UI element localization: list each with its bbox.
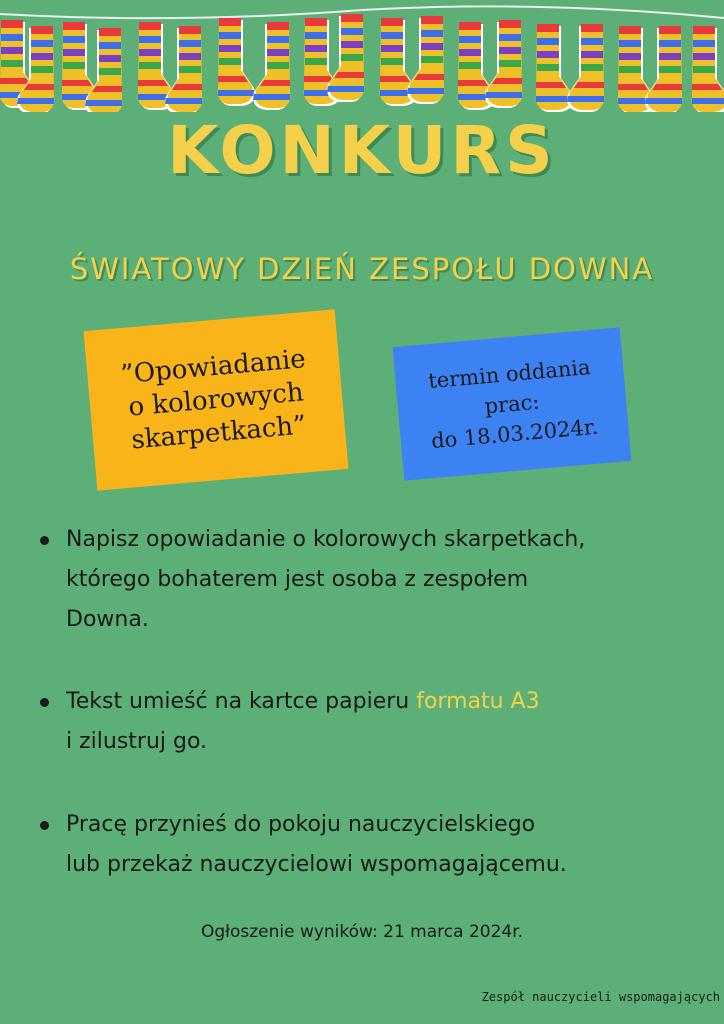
rule-text: Tekst umieść na kartce papieru [66, 689, 417, 714]
format-highlight: formatu A3 [416, 689, 540, 714]
page-title: KONKURS [167, 112, 557, 189]
rule-item [36, 805, 567, 885]
rule-line: lub przekaż nauczycielowi wspomagającemu. [66, 852, 567, 877]
footer-signature: Zespół nauczycieli wspomagających [481, 990, 720, 1004]
deadline-line: do 18.03.2024r. [430, 414, 600, 454]
rule-line: Downa. [66, 607, 149, 632]
rule-item [36, 520, 585, 640]
rule-line: Napisz opowiadanie o kolorowych skarpetkach, [66, 527, 586, 552]
story-title-line: o kolorowych [127, 376, 305, 423]
page-subtitle: ŚWIATOWY DZIEŃ ZESPOŁU DOWNA [69, 252, 655, 286]
rule-item [36, 682, 540, 762]
deadline-box [393, 327, 632, 480]
deadline-line: termin oddania [427, 355, 592, 394]
rule-line: którego bohaterem jest osoba z zespołem [66, 567, 529, 592]
sock-garland [0, 0, 724, 112]
rule-line: Pracę przynieś do pokoju nauczycielskiego [66, 812, 536, 837]
sock-icon [0, 14, 724, 112]
story-title-box [84, 309, 349, 490]
rule-line [66, 682, 540, 722]
deadline-line: prac: [483, 389, 541, 419]
story-title-line: ”Opowiadanie [119, 343, 307, 390]
rule-line: i zilustruj go. [66, 729, 208, 754]
results-announcement: Ogłoszenie wyników: 21 marca 2024r. [200, 922, 524, 942]
story-title-line: skarpetkach” [130, 409, 308, 455]
